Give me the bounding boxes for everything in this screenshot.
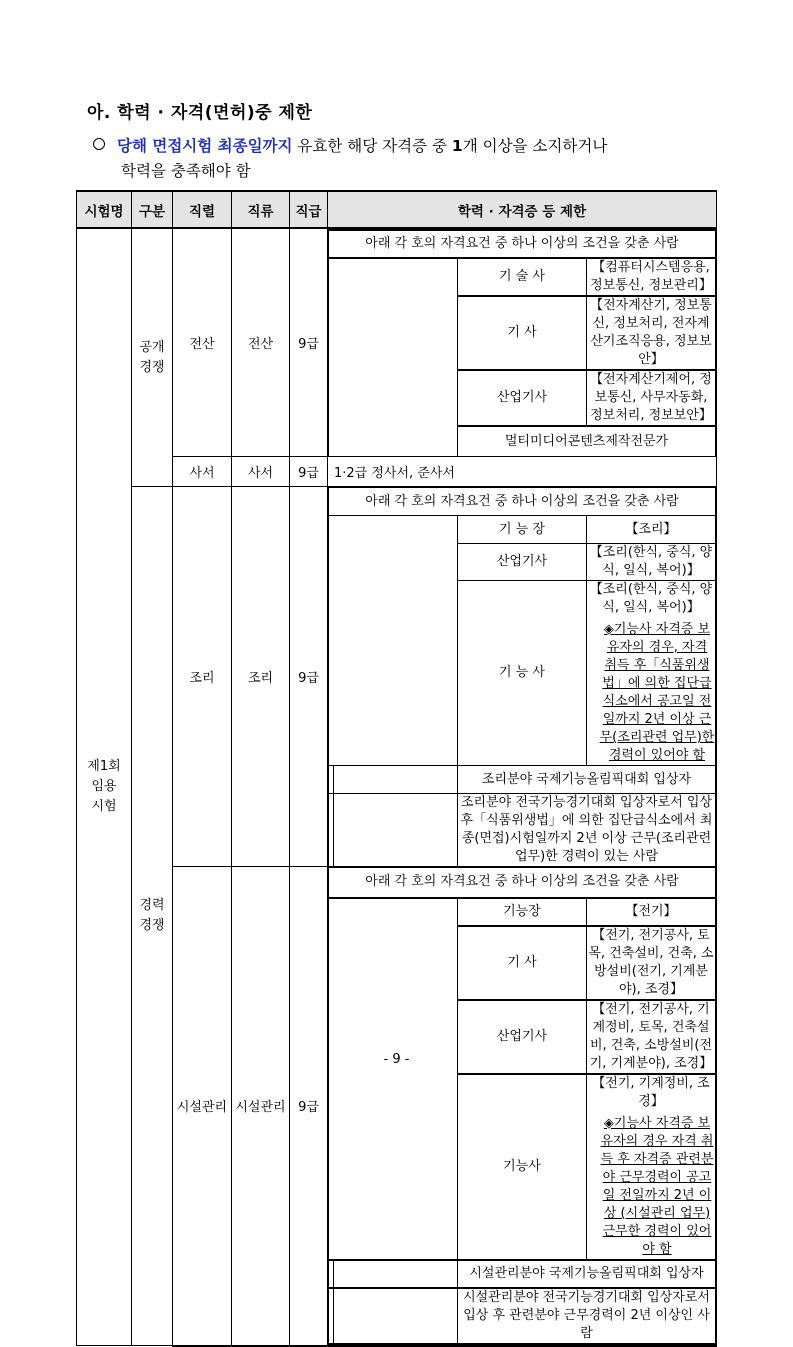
req-librarian: 1·2급 정사서, 준사서 [328,457,717,487]
bullet-text-b: 개 이상을 소지하거나 [462,137,608,155]
class-cook: 조리 [232,487,290,867]
req-facility-extra2: 시설관리분야 전국기능경기대회 입상자로서 입상 후 관련분야 근무경력이 2년 이상인 사람 [458,1288,716,1344]
table-row-facility [77,867,717,1346]
req-facility-value-2: 【전기, 전기공사, 기계정비, 토목, 건축설비, 건축, 소방설비(전기, 기계분야), 조경】 [587,1000,716,1074]
req-facility-extra1: 시설관리분야 국제기능올림픽대회 입상자 [458,1260,716,1288]
req-facility-note: ◈기능사 자격증 보유자의 경우 자격 취득 후 자격증 관련분야 근무경력이 공고일 전일까지 2년 이상 (시설관리 업무)근무한 경력이 있어야 함 [600,1115,714,1257]
req-cook-value-craftsman: 【조리(한식, 중식, 양식, 일식, 복어)】 [589,582,713,615]
bullet-paragraph [93,134,725,184]
req-cook-extra2: 조리분야 전국기능경기대회 입상자로서 입상 후「식품위생법」에 의한 집단급식소에서 최종(면접)시험일까지 2년 이상 근무(조리관련 업무)한 경력이 있는 사람 [458,794,716,867]
req-facility-label-craftsman: 기능사 [458,1074,587,1260]
req-it-value-0: 【컴퓨터시스템응용, 정보통신, 정보관리】 [587,258,716,296]
req-it-extra: 멀티미디어콘텐츠제작전문가 [458,426,716,456]
table-row-cook [77,487,717,867]
req-facility-label-1: 기 사 [458,926,587,1000]
table-row-librarian [77,457,717,487]
req-it-label-0: 기 술 사 [458,258,587,296]
req-facility [328,867,717,1346]
req-cook-extra1: 조리분야 국제기능올림픽대회 입상자 [458,766,716,794]
bullet-count: 1 [451,137,463,155]
req-facility-value-1: 【전기, 전기공사, 토목, 건축설비, 건축, 소방설비(전기, 기계분야), 조경】 [587,926,716,1000]
bullet-line2: 학력을 충족해야 함 [121,162,251,180]
req-facility-label-2: 산업기사 [458,1000,587,1074]
req-cook-label-0: 기 능 장 [458,516,587,544]
table-row-it [77,228,717,457]
series-it: 전산 [173,228,232,457]
restriction-table [76,190,717,1347]
section-title: 아. 학력 · 자격(면허)중 제한 [87,103,313,123]
category-open-cell: 공개 경쟁 [132,228,173,487]
header-series: 직렬 [173,191,232,228]
req-cook-label-1: 산업기사 [458,544,587,581]
bullet-highlight: 당해 면접시험 최종일까지 [117,137,293,155]
header-category: 구분 [132,191,173,228]
bullet-circle-icon [93,138,105,150]
series-cook: 조리 [173,487,232,867]
grade-librarian: 9급 [290,457,328,487]
header-requirement: 학력 · 자격증 등 제한 [328,191,717,228]
table-header-row [77,191,717,228]
grade-it: 9급 [290,228,328,457]
bullet-text-a: 유효한 해당 자격증 중 [292,137,452,155]
exam-name-cell: 제1회 임용 시험 [77,228,132,1346]
req-it-label-2: 산업기사 [458,370,587,426]
req-it-label-1: 기 사 [458,296,587,370]
header-grade: 직급 [290,191,328,228]
page-number: - 9 - [383,1052,410,1067]
series-facility: 시설관리 [173,867,232,1346]
grade-cook: 9급 [290,487,328,867]
req-it-value-1: 【전자계산기, 정보통신, 정보처리, 전자계산기조직응용, 정보보안】 [587,296,716,370]
req-facility-intro: 아래 각 호의 자격요건 중 하나 이상의 조건을 갖춘 사람 [329,868,716,898]
header-exam: 시험명 [77,191,132,228]
req-cook [328,487,717,867]
req-facility-value-0: 【전기】 [587,898,716,926]
req-cook-note: ◈기능사 자격증 보유자의 경우, 자격 취득 후「식품위생법」에 의한 집단급식소에서 공고일 전일까지 2년 이상 근무(조리관련 업무)한 경력이 있어야 함 [599,622,715,763]
class-librarian: 사서 [232,457,290,487]
series-librarian: 사서 [173,457,232,487]
req-it [328,228,717,457]
req-cook-value-1: 【조리(한식, 중식, 양식, 일식, 복어)】 [587,544,716,581]
req-it-intro: 아래 각 호의 자격요건 중 하나 이상의 조건을 갖춘 사람 [329,230,716,258]
req-cook-label-craftsman: 기 능 사 [458,581,587,766]
category-career-cell: 경력 경쟁 [132,487,173,1346]
req-cook-intro: 아래 각 호의 자격요건 중 하나 이상의 조건을 갖춘 사람 [329,488,716,516]
req-facility-value-craftsman: 【전기, 기계정비, 조경】 [592,1075,710,1109]
req-cook-value-0: 【조리】 [587,516,716,544]
class-facility: 시설관리 [232,867,290,1346]
class-it: 전산 [232,228,290,457]
req-facility-label-0: 기능장 [458,898,587,926]
grade-facility: 9급 [290,867,328,1346]
header-class: 직류 [232,191,290,228]
req-it-value-2: 【전자계산기제어, 정보통신, 사무자동화, 정보처리, 정보보안】 [587,370,716,426]
